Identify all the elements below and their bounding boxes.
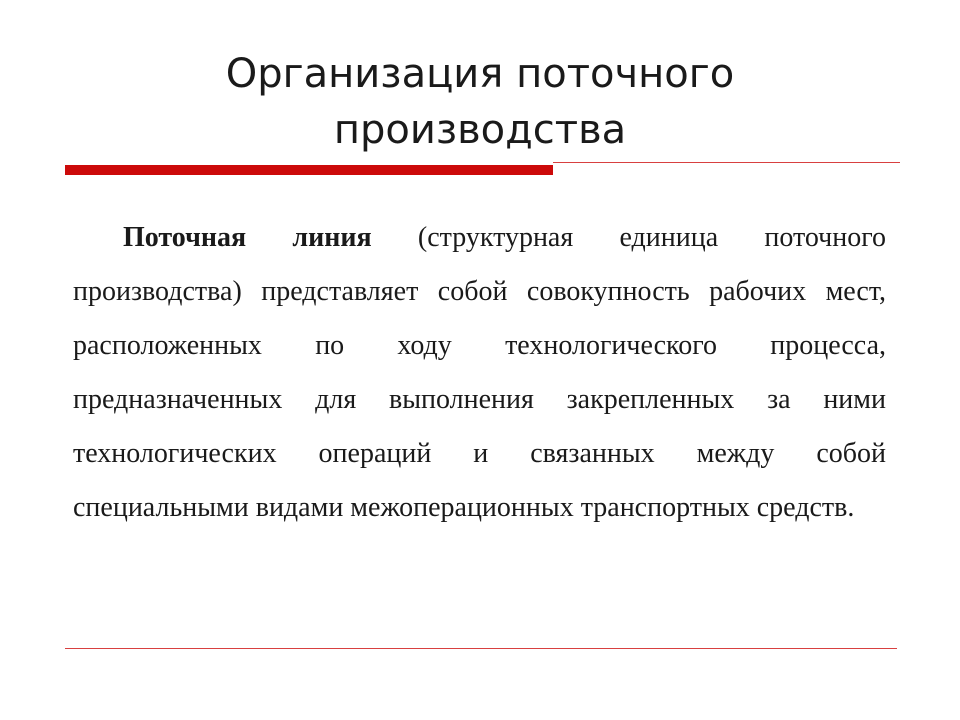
definition-term: Поточная линия	[123, 222, 372, 253]
title-line-2: производства	[333, 107, 627, 153]
definition-text: (структурная единица поточного производства) представляет собой совокупность рабочих мест, расположенных по ходу технологического процесса, предназначенных для выполнения закрепленных за ними технологических операций и связанных между собой специальными видами межоперационных транспортных средств.	[73, 222, 886, 523]
title-underline-thin	[553, 162, 900, 163]
slide-title	[60, 46, 900, 158]
definition-paragraph	[73, 211, 886, 535]
title-underline-thick	[65, 165, 553, 175]
title-line-1: Организация поточного	[225, 51, 735, 97]
footer-divider	[65, 648, 897, 649]
